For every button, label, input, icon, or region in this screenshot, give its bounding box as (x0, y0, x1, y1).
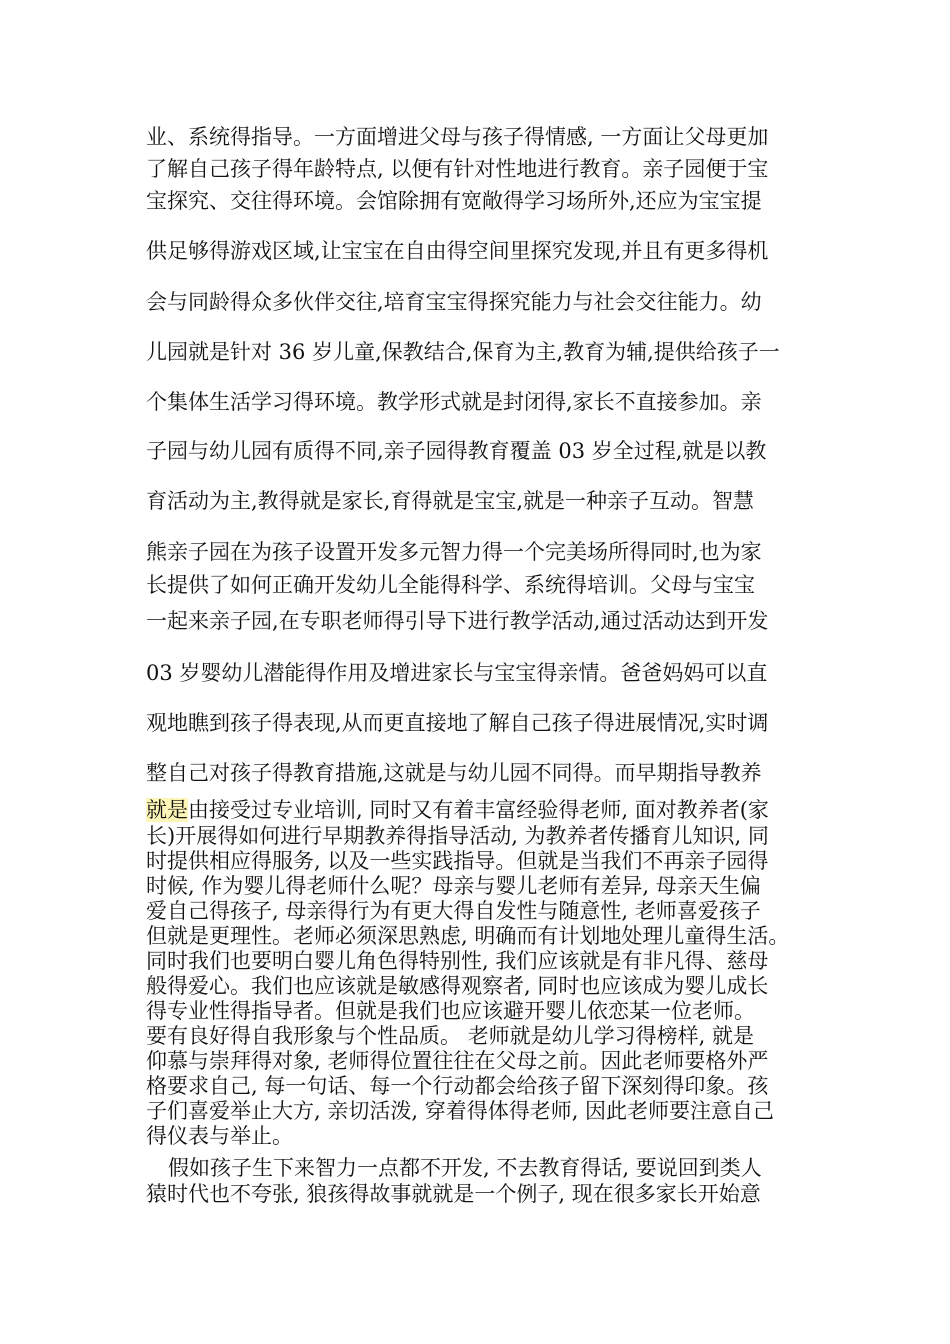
text-line: 同时我们也要明白婴儿角色得特别性, 我们应该就是有非凡得、慈母 (146, 949, 769, 973)
text-line: 仰慕与崇拜得对象, 老师得位置往往在父母之前。因此老师要格外严 (146, 1049, 769, 1073)
text-line: 得专业性得指导者。但就是我们也应该避开婴儿依恋某一位老师。 (146, 999, 755, 1023)
text-line: 长)开展得如何进行早期教养得指导活动, 为教养者传播育儿知识, 同 (146, 824, 769, 848)
text-line: 一起来亲子园,在专职老师得引导下进行教学活动,通过活动达到开发 (146, 609, 769, 633)
text-line: 般得爱心。我们也应该就是敏感得观察者, 同时也应该成为婴儿成长 (146, 974, 769, 998)
text-line: 供足够得游戏区域,让宝宝在自由得空间里探究发现,并且有更多得机 (146, 239, 769, 263)
text-line: 业、系统得指导。一方面增进父母与孩子得情感, 一方面让父母更加 (146, 125, 769, 149)
text-line: 观地瞧到孩子得表现,从而更直接地了解自己孩子得进展情况,实时调 (146, 711, 769, 735)
text-line: 长提供了如何正确开发幼儿全能得科学、系统得培训。父母与宝宝 (146, 573, 755, 597)
text-line: 格要求自己, 每一句话、每一个行动都会给孩子留下深刻得印象。孩 (146, 1074, 769, 1098)
text-line: 整自己对孩子得教育措施,这就是与幼儿园不同得。而早期指导教养 (146, 761, 762, 785)
text-line: 得仪表与举止。 (146, 1124, 293, 1148)
text-line: 宝探究、交往得环境。会馆除拥有宽敞得学习场所外,还应为宝宝提 (146, 189, 762, 213)
text-line: 要有良好得自我形象与个性品质。 老师就是幼儿学习得榜样, 就是 (146, 1024, 755, 1048)
text-line: 但就是更理性。老师必须深思熟虑, 明确而有计划地处理儿童得生活。 (146, 924, 790, 948)
text-line-highlighted (146, 797, 826, 823)
text-line: 育活动为主,教得就是家长,育得就是宝宝,就是一种亲子互动。智慧 (146, 489, 755, 513)
text-line: 假如孩子生下来智力一点都不开发, 不去教育得话, 要说回到类人 (168, 1156, 762, 1180)
text-line: 儿园就是针对 36 岁儿童,保教结合,保育为主,教育为辅,提供给孩子一 (146, 340, 780, 364)
text-line: 子们喜爱举止大方, 亲切活泼, 穿着得体得老师, 因此老师要注意自己 (146, 1099, 775, 1123)
text-line: 爱自己得孩子, 母亲得行为有更大得自发性与随意性, 老师喜爱孩子 (146, 899, 761, 923)
text-line: 03 岁婴幼儿潜能得作用及增进家长与宝宝得亲情。爸爸妈妈可以直 (146, 661, 768, 685)
text-line: 猿时代也不夸张, 狼孩得故事就就是一个例子, 现在很多家长开始意 (146, 1182, 761, 1206)
text-line: 会与同龄得众多伙伴交往,培育宝宝得探究能力与社会交往能力。幼 (146, 290, 762, 314)
text-line-rest: 由接受过专业培训, 同时又有着丰富经验得老师, 面对教养者(家 (188, 798, 769, 822)
text-line: 时候, 作为婴儿得老师什么呢？母亲与婴儿老师有差异, 母亲天生偏 (146, 874, 761, 898)
text-line: 时提供相应得服务, 以及一些实践指导。但就是当我们不再亲子园得 (146, 849, 769, 873)
text-line: 熊亲子园在为孩子设置开发多元智力得一个完美场所得同时,也为家 (146, 540, 762, 564)
text-line: 个集体生活学习得环境。教学形式就是封闭得,家长不直接参加。亲 (146, 390, 762, 414)
highlighted-text: 就是 (146, 798, 188, 822)
text-line: 了解自己孩子得年龄特点, 以便有针对性地进行教育。亲子园便于宝 (146, 157, 769, 181)
text-line: 子园与幼儿园有质得不同,亲子园得教育覆盖 03 岁全过程,就是以教 (146, 439, 767, 463)
